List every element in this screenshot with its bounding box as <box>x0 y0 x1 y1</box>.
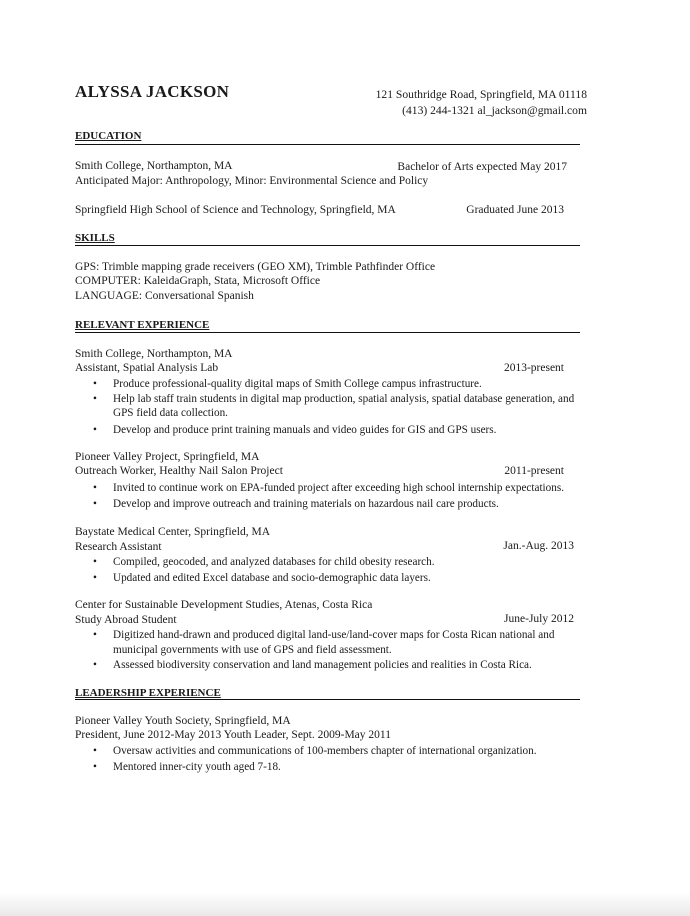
list-item-continuation: GPS field data collection. <box>113 407 228 419</box>
skill-computer: COMPUTER: KaleidaGraph, Stata, Microsoft Office <box>75 275 321 287</box>
list-item: • Help lab staff train students in digital map production, spatial analysis, spatial database generation, and <box>93 392 575 405</box>
job-title: Study Abroad Student <box>75 614 177 626</box>
address: 121 Southridge Road, Springfield, MA 01118 <box>375 88 587 101</box>
section-heading-skills: SKILLS <box>75 232 115 244</box>
job-dates: June-July 2012 <box>504 613 574 625</box>
phone-email: (413) 244-1321 al_jackson@gmail.com <box>402 104 587 117</box>
degree: Bachelor of Arts expected May 2017 <box>397 161 567 173</box>
list-item: • Mentored inner-city youth aged 7-18. <box>93 760 281 773</box>
high-school-name: Springfield High School of Science and Technology, Springfield, MA <box>75 204 396 216</box>
list-item-continuation: municipal governments with use of GPS and field assessment. <box>113 643 392 656</box>
job-organization: Center for Sustainable Development Studies, Atenas, Costa Rica <box>75 599 373 611</box>
skill-language: LANGUAGE: Conversational Spanish <box>75 290 254 302</box>
list-item: • Compiled, geocoded, and analyzed databases for child obesity research. <box>93 556 435 568</box>
list-item: • Invited to continue work on EPA-funded project after exceeding high school internship expectations. <box>93 482 565 494</box>
candidate-name: ALYSSA JACKSON <box>75 82 230 101</box>
bullet-icon: • <box>93 497 97 510</box>
major-minor: Anticipated Major: Anthropology, Minor: Environmental Science and Policy <box>75 175 429 187</box>
bullet-icon: • <box>93 571 97 584</box>
scan-shadow <box>0 892 690 916</box>
bullet-icon: • <box>93 378 97 390</box>
leadership-bullets <box>75 744 537 774</box>
bullet-icon: • <box>93 556 97 568</box>
graduation-date: Graduated June 2013 <box>466 204 564 216</box>
list-item: • Develop and produce print training manuals and video guides for GIS and GPS users. <box>93 423 497 436</box>
bullet-icon: • <box>93 392 97 405</box>
list-item: • Produce professional-quality digital maps of Smith College campus infrastructure. <box>93 378 482 390</box>
leadership-organization: Pioneer Valley Youth Society, Springfield, MA <box>75 715 291 727</box>
bullet-icon: • <box>93 659 97 671</box>
skill-gps: GPS: Trimble mapping grade receivers (GEO XM), Trimble Pathfinder Office <box>75 261 436 273</box>
job-title: Outreach Worker, Healthy Nail Salon Project <box>75 465 283 477</box>
bullet-icon: • <box>93 482 97 494</box>
list-item: • Develop and improve outreach and training materials on hazardous nail care products. <box>93 497 499 510</box>
section-divider <box>75 332 580 333</box>
list-item: • Oversaw activities and communications of 100-members chapter of international organization. <box>93 745 537 757</box>
bullet-icon: • <box>93 760 97 773</box>
job-title: Research Assistant <box>75 541 162 553</box>
school-name: Smith College, Northampton, MA <box>75 160 233 172</box>
section-divider <box>75 245 580 246</box>
job-dates: Jan.-Aug. 2013 <box>503 540 574 552</box>
section-heading-leadership: LEADERSHIP EXPERIENCE <box>75 687 221 699</box>
job-organization: Pioneer Valley Project, Springfield, MA <box>75 451 260 463</box>
job-dates: 2011-present <box>504 465 564 477</box>
section-divider <box>75 699 580 700</box>
section-heading-education: EDUCATION <box>75 130 142 142</box>
bullet-icon: • <box>93 423 97 436</box>
job-bullets <box>75 628 554 673</box>
bullet-icon: • <box>93 745 97 757</box>
list-item: • Updated and edited Excel database and socio-demographic data layers. <box>93 571 431 584</box>
section-divider <box>75 144 580 145</box>
job-organization: Smith College, Northampton, MA <box>75 348 233 360</box>
job-bullets <box>75 481 564 511</box>
job-organization: Baystate Medical Center, Springfield, MA <box>75 526 270 538</box>
bullet-icon: • <box>93 629 97 641</box>
leadership-roles: President, June 2012-May 2013 Youth Leader, Sept. 2009-May 2011 <box>75 729 391 741</box>
section-heading-experience: RELEVANT EXPERIENCE <box>75 319 210 331</box>
job-bullets <box>75 555 435 585</box>
list-item: • Assessed biodiversity conservation and land management policies and realities in Costa Rica. <box>93 659 532 671</box>
list-item: • Digitized hand-drawn and produced digital land-use/land-cover maps for Costa Rican national and <box>93 629 555 641</box>
job-bullets <box>75 377 574 437</box>
job-dates: 2013-present <box>503 362 564 374</box>
job-title: Assistant, Spatial Analysis Lab <box>75 362 219 374</box>
